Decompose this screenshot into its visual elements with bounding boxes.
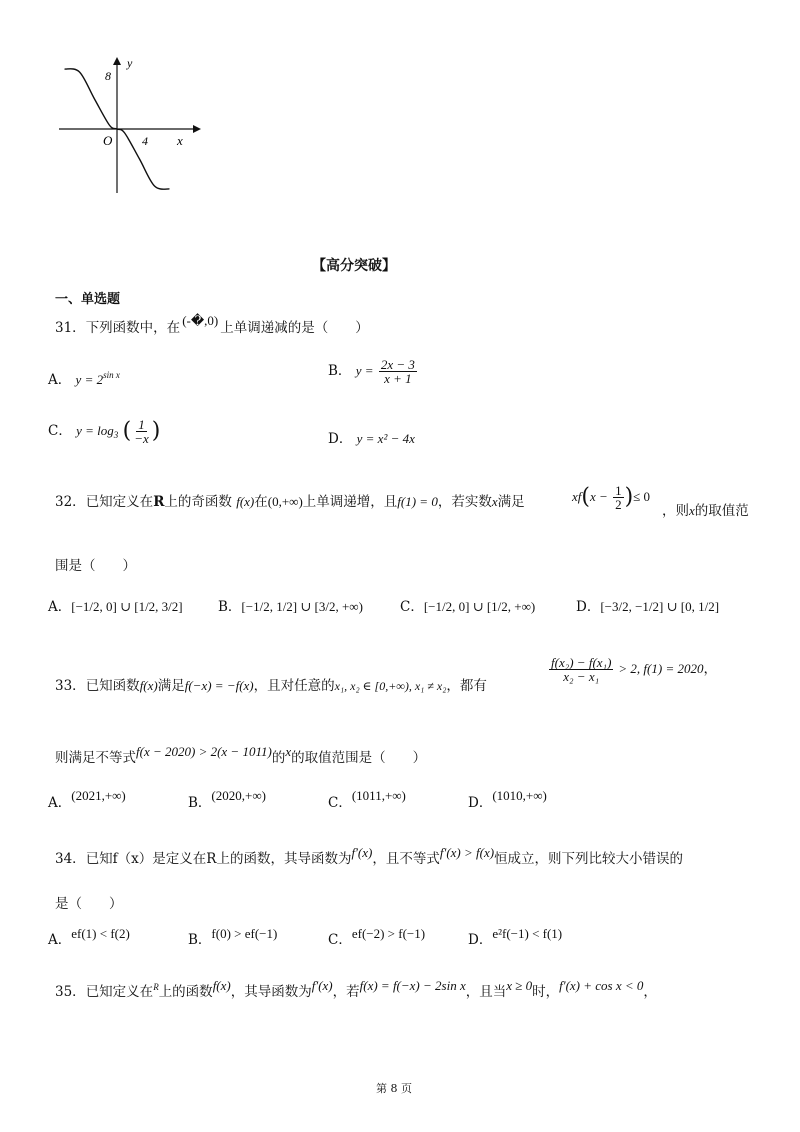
q34-option-b xyxy=(188,926,278,950)
q33-d-label: D． xyxy=(468,795,493,811)
y-tick-label: 8 xyxy=(105,69,111,83)
q32-a-label: A． xyxy=(48,599,72,615)
q35-deriv: f′(x) xyxy=(311,978,333,993)
q31-a-exponent: sin x xyxy=(103,370,120,380)
q33-b-expr: (2020,+∞) xyxy=(211,788,266,803)
q32-option-c xyxy=(400,597,535,617)
q34-deriv: f′(x) xyxy=(351,845,373,860)
q32-d-expr: [−3/2, −1/2] ∪ [0, 1/2] xyxy=(600,599,720,614)
q31-option-b xyxy=(328,358,418,385)
q31-a-label: A． xyxy=(48,372,72,388)
q33-ineq: f(x − 2020) > 2(x − 1011) xyxy=(136,744,272,759)
q35-text-7: ， xyxy=(643,984,657,1000)
q32-option-a xyxy=(48,597,183,617)
q35-R: R xyxy=(153,982,159,992)
q32-text-5: ，若实数 xyxy=(437,494,492,510)
q34-stem xyxy=(55,845,684,869)
q31-option-d xyxy=(328,429,415,449)
q33-fraction xyxy=(549,656,613,683)
q34-number: 34． xyxy=(55,851,86,867)
q32-a-expr: [−1/2, 0] ∪ [1/2, 3/2] xyxy=(71,599,183,614)
q33-a-label: A． xyxy=(48,795,72,811)
q31-text-b: 上单调递减的是（ ） xyxy=(220,320,369,336)
q34-option-d xyxy=(468,926,563,950)
q34-stem-line2: 是（ ） xyxy=(55,896,123,912)
q31-b-num: 2x − 3 xyxy=(380,357,415,372)
q33-d-expr: (1010,+∞) xyxy=(492,788,547,803)
q32-inequality: xf(x − $\frac{1}{2}$ )≤ 0 xyxy=(572,483,651,512)
q35-text-1: 已知定义在 xyxy=(85,984,154,1000)
q33-frac-den: x₂ − x₁ xyxy=(563,669,600,684)
q31-b-label: B． xyxy=(328,363,352,379)
q32-ineq-den: 2 xyxy=(615,497,622,512)
q33-stem-line2 xyxy=(55,744,427,768)
q32-interval: (0,+∞) xyxy=(267,494,303,509)
q35-text-2: 上的函数 xyxy=(158,984,213,1000)
q33-frac-num: f(x₂) − f(x₁) xyxy=(551,655,612,670)
q32-stem-line2: 围是（ ） xyxy=(55,558,136,574)
q33-b-label: B． xyxy=(188,795,212,811)
q32-number: 32． xyxy=(55,494,86,510)
q32-ineq-lhs: xf xyxy=(572,489,582,504)
q34-d-label: D． xyxy=(468,932,493,948)
q35-ineq: f′(x) + cos x < 0 xyxy=(559,978,644,993)
q34-d-expr: e²f(−1) < f(1) xyxy=(492,926,563,941)
q33-number: 33． xyxy=(55,678,86,694)
q31-b-fraction xyxy=(379,358,417,385)
q31-interval: (-�,0) xyxy=(182,313,219,328)
q31-c-den: −x xyxy=(134,431,149,446)
q32-ineq-fraction xyxy=(613,484,624,511)
q31-d-label: D． xyxy=(328,431,353,447)
q32-text-2: 上的奇函数 xyxy=(164,494,232,510)
function-graph xyxy=(55,55,205,195)
q34-text-3: 恒成立，则下列比较大小错误的 xyxy=(494,851,684,867)
q31-number: 31． xyxy=(55,320,86,336)
x-tick-label: 4 xyxy=(142,134,148,148)
q33-condition xyxy=(548,656,717,683)
q33-x: x xyxy=(285,744,292,759)
q32-R: R xyxy=(153,494,165,510)
q32-b-expr: [−1/2, 1/2] ∪ [3/2, +∞) xyxy=(241,599,363,614)
q34-text-2: ，且不等式 xyxy=(372,851,440,867)
q33-text-2: 满足 xyxy=(157,678,185,694)
q31-c-lhs: y = log xyxy=(76,423,114,438)
q31-option-c: C． $y = \log_3$ ( $\frac{1}{-x}$ ) xyxy=(48,417,161,446)
page-footer: 第 8 页 xyxy=(376,1082,412,1095)
q32-stem-tail xyxy=(662,501,749,521)
q32-option-d xyxy=(576,597,719,617)
q34-c-label: C． xyxy=(328,932,352,948)
q33-vars: x₁, x₂ ∈ [0,+∞), x₁ ≠ x₂ xyxy=(334,679,447,693)
q33-option-b xyxy=(188,788,266,813)
q34-b-label: B． xyxy=(188,932,212,948)
q33-text-3: ，且对任意的 xyxy=(253,678,335,694)
y-axis-label: y xyxy=(127,56,133,70)
q32-ineq-rhs: ≤ 0 xyxy=(633,489,651,504)
q35-stem xyxy=(55,978,657,1003)
q32-x: x xyxy=(491,494,498,509)
q35-eq: f(x) = f(−x) − 2sin x xyxy=(359,978,466,993)
q32-ineq-num: 1 xyxy=(615,483,622,498)
q32-text-7: ，则 xyxy=(662,503,689,519)
q33-text-5: ， xyxy=(703,661,717,677)
q35-text-5: ，且当 xyxy=(465,984,507,1000)
q33-c-label: C． xyxy=(328,795,352,811)
q33-odd: f(−x) = −f(x) xyxy=(184,678,254,693)
q34-a-expr: ef(1) < f(2) xyxy=(71,926,130,941)
q32-stem xyxy=(55,492,525,512)
q33-stem xyxy=(55,676,487,696)
q32-b-label: B． xyxy=(218,599,242,615)
q32-d-label: D． xyxy=(576,599,601,615)
y-axis-arrow xyxy=(113,57,121,65)
q32-c-expr: [−1/2, 0] ∪ [1/2, +∞) xyxy=(423,599,536,614)
q33-option-a xyxy=(48,788,126,813)
q33-text-1: 已知函数 xyxy=(85,678,140,694)
section-title: 【高分突破】 xyxy=(312,258,396,274)
q32-fx: f(x) xyxy=(236,494,255,509)
q32-text-1: 已知定义在 xyxy=(85,494,154,510)
q32-c-label: C． xyxy=(400,599,424,615)
q31-b-den: x + 1 xyxy=(384,371,412,386)
q34-option-c xyxy=(328,926,426,950)
q35-text-3: ，其导函数为 xyxy=(230,984,312,1000)
q35-fx: f(x) xyxy=(212,978,231,993)
q33-text-8: 的取值范围是（ ） xyxy=(291,750,427,766)
q31-text-a: 下列函数中，在 xyxy=(85,320,181,336)
q33-option-d xyxy=(468,788,547,813)
q33-option-c xyxy=(328,788,406,813)
q34-ineq: f′(x) > f(x) xyxy=(439,845,495,860)
q32-ineq-inner: x − xyxy=(589,489,608,504)
q31-a-expr: y = 2 xyxy=(75,372,104,387)
q31-option-a xyxy=(48,370,120,391)
q32-f1: f(1) = 0 xyxy=(397,494,438,509)
q32-text-4: 上单调递增，且 xyxy=(302,494,398,510)
x-axis-label: x xyxy=(177,133,183,148)
q33-fx: f(x) xyxy=(139,678,158,693)
q35-number: 35． xyxy=(55,984,86,1000)
q35-cond: x ≥ 0 xyxy=(506,978,533,993)
q34-b-expr: f(0) > ef(−1) xyxy=(211,926,278,941)
q33-c-expr: (1011,+∞) xyxy=(351,788,406,803)
x-axis-arrow xyxy=(193,125,201,133)
q34-option-a xyxy=(48,926,130,950)
q35-text-6: 时， xyxy=(532,984,560,1000)
q31-d-expr: y = x² − 4x xyxy=(356,431,415,446)
q32-text-8: 的取值范 xyxy=(694,503,749,519)
q31-c-base: 3 xyxy=(113,430,119,440)
q33-text-4: ，都有 xyxy=(446,678,487,694)
q32-option-b xyxy=(218,597,363,617)
q31-c-num: 1 xyxy=(138,417,145,432)
q32-text-3: 在 xyxy=(254,494,268,510)
q35-text-4: ，若 xyxy=(332,984,360,1000)
q33-a-expr: (2021,+∞) xyxy=(71,788,126,803)
q31-c-label: C． xyxy=(48,423,72,439)
q33-text-7: 的 xyxy=(271,750,286,766)
q32-text-6: 满足 xyxy=(497,494,525,510)
q34-c-expr: ef(−2) > f(−1) xyxy=(351,926,426,941)
q34-text-1: 已知f（x）是定义在R上的函数，其导函数为 xyxy=(85,851,352,867)
q33-cond: > 2, f(1) = 2020 xyxy=(618,661,704,676)
q33-text-6: 则满足不等式 xyxy=(55,750,136,766)
q31-c-fraction xyxy=(132,418,151,445)
origin-label: O xyxy=(103,133,113,148)
q34-a-label: A． xyxy=(48,932,72,948)
q32-x-2: x xyxy=(689,503,695,518)
subsection-title: 一、单选题 xyxy=(55,292,121,307)
q31-b-lhs: y = xyxy=(355,363,374,378)
q31-stem xyxy=(55,313,369,338)
